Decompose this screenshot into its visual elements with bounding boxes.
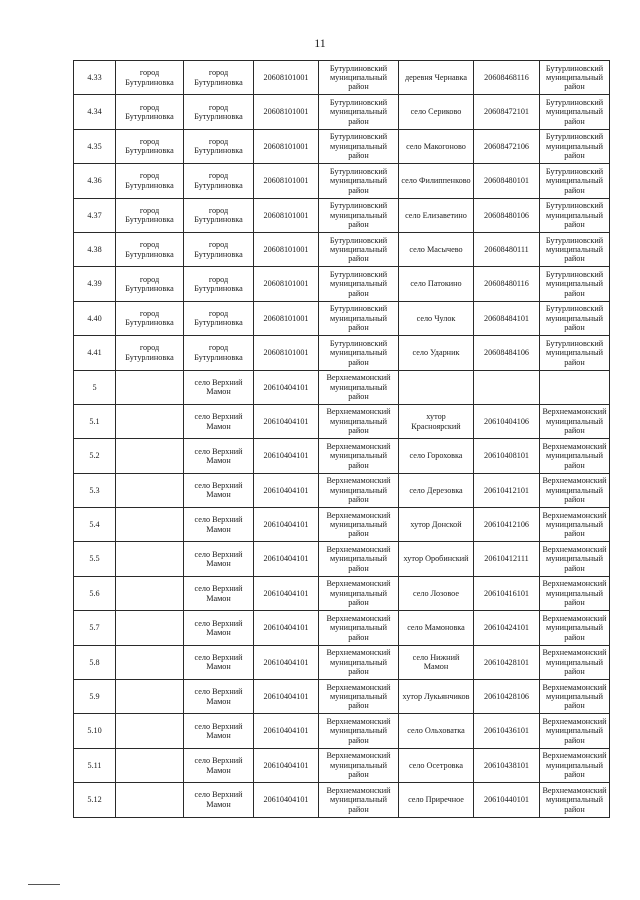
table-row xyxy=(74,404,610,438)
table-row xyxy=(74,301,610,335)
settlement-b-cell: село Верхний Мамон xyxy=(184,576,254,610)
locality-district-cell: Бутурлиновский муниципальный район xyxy=(540,129,610,163)
locality-code-cell: 20610438101 xyxy=(474,748,540,782)
settlement-code-cell: 20608101001 xyxy=(254,61,319,95)
locality-district-cell: Верхнемамонский муниципальный район xyxy=(540,576,610,610)
settlement-a-cell: город Бутурлиновка xyxy=(116,129,184,163)
settlement-district-cell: Бутурлиновский муниципальный район xyxy=(319,129,399,163)
table-row xyxy=(74,164,610,198)
settlement-b-cell: село Верхний Мамон xyxy=(184,542,254,576)
row-number-cell: 5.12 xyxy=(74,783,116,817)
settlement-code-cell: 20610404101 xyxy=(254,439,319,473)
settlement-district-cell: Верхнемамонский муниципальный район xyxy=(319,748,399,782)
row-number-cell: 5.5 xyxy=(74,542,116,576)
table-row xyxy=(74,473,610,507)
settlement-a-cell: город Бутурлиновка xyxy=(116,95,184,129)
settlement-code-cell: 20608101001 xyxy=(254,301,319,335)
settlement-code-cell: 20610404101 xyxy=(254,680,319,714)
settlement-district-cell: Верхнемамонский муниципальный район xyxy=(319,404,399,438)
locality-district-cell: Бутурлиновский муниципальный район xyxy=(540,232,610,266)
footnote-divider xyxy=(28,884,60,885)
table-row xyxy=(74,198,610,232)
locality-district-cell: Бутурлиновский муниципальный район xyxy=(540,198,610,232)
settlement-a-cell xyxy=(116,748,184,782)
row-number-cell: 5.3 xyxy=(74,473,116,507)
locality-cell: хутор Оробинский xyxy=(399,542,474,576)
settlement-b-cell: город Бутурлиновка xyxy=(184,164,254,198)
locality-district-cell: Верхнемамонский муниципальный район xyxy=(540,473,610,507)
settlement-a-cell xyxy=(116,370,184,404)
settlement-b-cell: город Бутурлиновка xyxy=(184,129,254,163)
row-number-cell: 5.1 xyxy=(74,404,116,438)
settlement-district-cell: Верхнемамонский муниципальный район xyxy=(319,370,399,404)
locality-code-cell: 20608484101 xyxy=(474,301,540,335)
locality-cell: село Гороховка xyxy=(399,439,474,473)
table-row xyxy=(74,267,610,301)
row-number-cell: 5.2 xyxy=(74,439,116,473)
locality-cell: хутор Донской xyxy=(399,508,474,542)
locality-district-cell: Верхнемамонский муниципальный район xyxy=(540,748,610,782)
settlement-district-cell: Верхнемамонский муниципальный район xyxy=(319,439,399,473)
locality-cell: село Сериково xyxy=(399,95,474,129)
table-row xyxy=(74,129,610,163)
row-number-cell: 4.36 xyxy=(74,164,116,198)
locality-district-cell: Бутурлиновский муниципальный район xyxy=(540,267,610,301)
settlement-a-cell: город Бутурлиновка xyxy=(116,198,184,232)
settlement-a-cell xyxy=(116,714,184,748)
table-row xyxy=(74,336,610,370)
locality-district-cell: Верхнемамонский муниципальный район xyxy=(540,508,610,542)
locality-code-cell: 20608468116 xyxy=(474,61,540,95)
settlement-code-cell: 20610404101 xyxy=(254,748,319,782)
settlement-code-cell: 20608101001 xyxy=(254,267,319,301)
locality-cell: село Патокино xyxy=(399,267,474,301)
locality-cell: село Макогоново xyxy=(399,129,474,163)
settlement-b-cell: село Верхний Мамон xyxy=(184,611,254,645)
locality-code-cell: 20610412101 xyxy=(474,473,540,507)
locality-code-cell: 20608480101 xyxy=(474,164,540,198)
locality-district-cell xyxy=(540,370,610,404)
locality-cell: село Масычево xyxy=(399,232,474,266)
settlement-b-cell: город Бутурлиновка xyxy=(184,301,254,335)
settlement-a-cell: город Бутурлиновка xyxy=(116,164,184,198)
locality-district-cell: Бутурлиновский муниципальный район xyxy=(540,95,610,129)
locality-code-cell: 20610440101 xyxy=(474,783,540,817)
locality-district-cell: Верхнемамонский муниципальный район xyxy=(540,714,610,748)
table-row xyxy=(74,783,610,817)
locality-cell: село Дерезовка xyxy=(399,473,474,507)
locality-district-cell: Верхнемамонский муниципальный район xyxy=(540,645,610,679)
settlement-a-cell: город Бутурлиновка xyxy=(116,232,184,266)
settlement-b-cell: село Верхний Мамон xyxy=(184,645,254,679)
settlement-a-cell xyxy=(116,439,184,473)
locality-cell: село Мамоновка xyxy=(399,611,474,645)
locality-cell: село Чулок xyxy=(399,301,474,335)
settlement-b-cell: город Бутурлиновка xyxy=(184,232,254,266)
settlement-a-cell: город Бутурлиновка xyxy=(116,267,184,301)
settlement-a-cell xyxy=(116,542,184,576)
settlement-b-cell: село Верхний Мамон xyxy=(184,473,254,507)
settlement-b-cell: село Верхний Мамон xyxy=(184,748,254,782)
settlement-code-cell: 20608101001 xyxy=(254,336,319,370)
row-number-cell: 5 xyxy=(74,370,116,404)
settlement-b-cell: село Верхний Мамон xyxy=(184,714,254,748)
settlement-a-cell: город Бутурлиновка xyxy=(116,336,184,370)
locality-code-cell: 20610428106 xyxy=(474,680,540,714)
locality-cell: село Нижний Мамон xyxy=(399,645,474,679)
settlement-code-cell: 20608101001 xyxy=(254,232,319,266)
settlement-b-cell: село Верхний Мамон xyxy=(184,404,254,438)
settlements-table xyxy=(73,60,610,818)
table-row xyxy=(74,611,610,645)
row-number-cell: 5.7 xyxy=(74,611,116,645)
table-row xyxy=(74,61,610,95)
settlement-code-cell: 20610404101 xyxy=(254,611,319,645)
locality-district-cell: Верхнемамонский муниципальный район xyxy=(540,680,610,714)
settlement-a-cell xyxy=(116,508,184,542)
table-row xyxy=(74,748,610,782)
locality-cell: село Ольховатка xyxy=(399,714,474,748)
locality-code-cell: 20608480116 xyxy=(474,267,540,301)
table-row xyxy=(74,95,610,129)
row-number-cell: 4.41 xyxy=(74,336,116,370)
locality-cell: село Филиппенково xyxy=(399,164,474,198)
settlement-b-cell: город Бутурлиновка xyxy=(184,95,254,129)
settlement-b-cell: город Бутурлиновка xyxy=(184,336,254,370)
settlement-a-cell xyxy=(116,576,184,610)
settlement-district-cell: Верхнемамонский муниципальный район xyxy=(319,645,399,679)
settlement-district-cell: Верхнемамонский муниципальный район xyxy=(319,576,399,610)
settlement-a-cell xyxy=(116,680,184,714)
settlement-code-cell: 20610404101 xyxy=(254,404,319,438)
row-number-cell: 4.37 xyxy=(74,198,116,232)
settlement-b-cell: город Бутурлиновка xyxy=(184,267,254,301)
settlement-code-cell: 20610404101 xyxy=(254,576,319,610)
locality-cell: село Осетровка xyxy=(399,748,474,782)
locality-cell: село Елизаветино xyxy=(399,198,474,232)
settlement-district-cell: Бутурлиновский муниципальный район xyxy=(319,232,399,266)
locality-district-cell: Бутурлиновский муниципальный район xyxy=(540,301,610,335)
settlement-district-cell: Верхнемамонский муниципальный район xyxy=(319,783,399,817)
locality-district-cell: Верхнемамонский муниципальный район xyxy=(540,542,610,576)
settlement-code-cell: 20610404101 xyxy=(254,645,319,679)
settlement-code-cell: 20608101001 xyxy=(254,198,319,232)
locality-code-cell: 20608472101 xyxy=(474,95,540,129)
settlement-a-cell xyxy=(116,611,184,645)
settlement-a-cell xyxy=(116,404,184,438)
locality-code-cell: 20608472106 xyxy=(474,129,540,163)
settlement-a-cell xyxy=(116,783,184,817)
settlement-district-cell: Бутурлиновский муниципальный район xyxy=(319,267,399,301)
settlement-district-cell: Верхнемамонский муниципальный район xyxy=(319,542,399,576)
settlement-a-cell xyxy=(116,473,184,507)
settlement-b-cell: село Верхний Мамон xyxy=(184,370,254,404)
page-number: 11 xyxy=(314,36,326,50)
row-number-cell: 4.40 xyxy=(74,301,116,335)
settlement-district-cell: Бутурлиновский муниципальный район xyxy=(319,198,399,232)
settlement-code-cell: 20608101001 xyxy=(254,129,319,163)
settlement-code-cell: 20610404101 xyxy=(254,473,319,507)
settlement-code-cell: 20608101001 xyxy=(254,95,319,129)
locality-district-cell: Верхнемамонский муниципальный район xyxy=(540,611,610,645)
settlement-a-cell: город Бутурлиновка xyxy=(116,301,184,335)
table-row xyxy=(74,232,610,266)
locality-code-cell: 20610428101 xyxy=(474,645,540,679)
locality-cell: село Приречное xyxy=(399,783,474,817)
locality-code-cell: 20610412106 xyxy=(474,508,540,542)
row-number-cell: 4.35 xyxy=(74,129,116,163)
settlement-code-cell: 20610404101 xyxy=(254,508,319,542)
table-row xyxy=(74,680,610,714)
row-number-cell: 5.9 xyxy=(74,680,116,714)
settlement-code-cell: 20610404101 xyxy=(254,542,319,576)
settlement-code-cell: 20608101001 xyxy=(254,164,319,198)
row-number-cell: 5.4 xyxy=(74,508,116,542)
settlement-district-cell: Бутурлиновский муниципальный район xyxy=(319,336,399,370)
settlement-district-cell: Бутурлиновский муниципальный район xyxy=(319,61,399,95)
locality-code-cell: 20610408101 xyxy=(474,439,540,473)
locality-code-cell: 20610436101 xyxy=(474,714,540,748)
locality-code-cell: 20608480111 xyxy=(474,232,540,266)
row-number-cell: 5.6 xyxy=(74,576,116,610)
locality-cell: село Лозовое xyxy=(399,576,474,610)
settlement-b-cell: село Верхний Мамон xyxy=(184,508,254,542)
table-row xyxy=(74,542,610,576)
table-row xyxy=(74,576,610,610)
table-row xyxy=(74,714,610,748)
settlement-code-cell: 20610404101 xyxy=(254,714,319,748)
locality-code-cell: 20610412111 xyxy=(474,542,540,576)
locality-district-cell: Бутурлиновский муниципальный район xyxy=(540,164,610,198)
settlement-district-cell: Верхнемамонский муниципальный район xyxy=(319,473,399,507)
settlement-b-cell: город Бутурлиновка xyxy=(184,198,254,232)
settlement-a-cell xyxy=(116,645,184,679)
settlement-code-cell: 20610404101 xyxy=(254,370,319,404)
settlement-district-cell: Бутурлиновский муниципальный район xyxy=(319,95,399,129)
row-number-cell: 4.33 xyxy=(74,61,116,95)
settlement-district-cell: Верхнемамонский муниципальный район xyxy=(319,680,399,714)
settlement-a-cell: город Бутурлиновка xyxy=(116,61,184,95)
locality-cell: хутор Лукьянчиков xyxy=(399,680,474,714)
locality-code-cell: 20610416101 xyxy=(474,576,540,610)
settlement-district-cell: Бутурлиновский муниципальный район xyxy=(319,301,399,335)
settlement-b-cell: город Бутурлиновка xyxy=(184,61,254,95)
locality-code-cell: 20608480106 xyxy=(474,198,540,232)
table-body xyxy=(74,61,610,818)
settlement-district-cell: Верхнемамонский муниципальный район xyxy=(319,714,399,748)
settlement-district-cell: Верхнемамонский муниципальный район xyxy=(319,508,399,542)
row-number-cell: 4.38 xyxy=(74,232,116,266)
settlement-district-cell: Верхнемамонский муниципальный район xyxy=(319,611,399,645)
row-number-cell: 4.34 xyxy=(74,95,116,129)
locality-code-cell: 20610424101 xyxy=(474,611,540,645)
locality-district-cell: Верхнемамонский муниципальный район xyxy=(540,439,610,473)
locality-district-cell: Верхнемамонский муниципальный район xyxy=(540,404,610,438)
settlement-district-cell: Бутурлиновский муниципальный район xyxy=(319,164,399,198)
row-number-cell: 5.11 xyxy=(74,748,116,782)
settlement-code-cell: 20610404101 xyxy=(254,783,319,817)
row-number-cell: 5.10 xyxy=(74,714,116,748)
locality-cell: хутор Красноярский xyxy=(399,404,474,438)
locality-cell: село Ударник xyxy=(399,336,474,370)
table-row xyxy=(74,645,610,679)
row-number-cell: 4.39 xyxy=(74,267,116,301)
settlement-b-cell: село Верхний Мамон xyxy=(184,783,254,817)
locality-code-cell xyxy=(474,370,540,404)
table-row xyxy=(74,370,610,404)
locality-cell: деревня Чернавка xyxy=(399,61,474,95)
locality-code-cell: 20608484106 xyxy=(474,336,540,370)
settlement-b-cell: село Верхний Мамон xyxy=(184,680,254,714)
locality-district-cell: Бутурлиновский муниципальный район xyxy=(540,336,610,370)
locality-cell xyxy=(399,370,474,404)
table-row xyxy=(74,439,610,473)
row-number-cell: 5.8 xyxy=(74,645,116,679)
table-row xyxy=(74,508,610,542)
locality-code-cell: 20610404106 xyxy=(474,404,540,438)
locality-district-cell: Верхнемамонский муниципальный район xyxy=(540,783,610,817)
locality-district-cell: Бутурлиновский муниципальный район xyxy=(540,61,610,95)
settlement-b-cell: село Верхний Мамон xyxy=(184,439,254,473)
